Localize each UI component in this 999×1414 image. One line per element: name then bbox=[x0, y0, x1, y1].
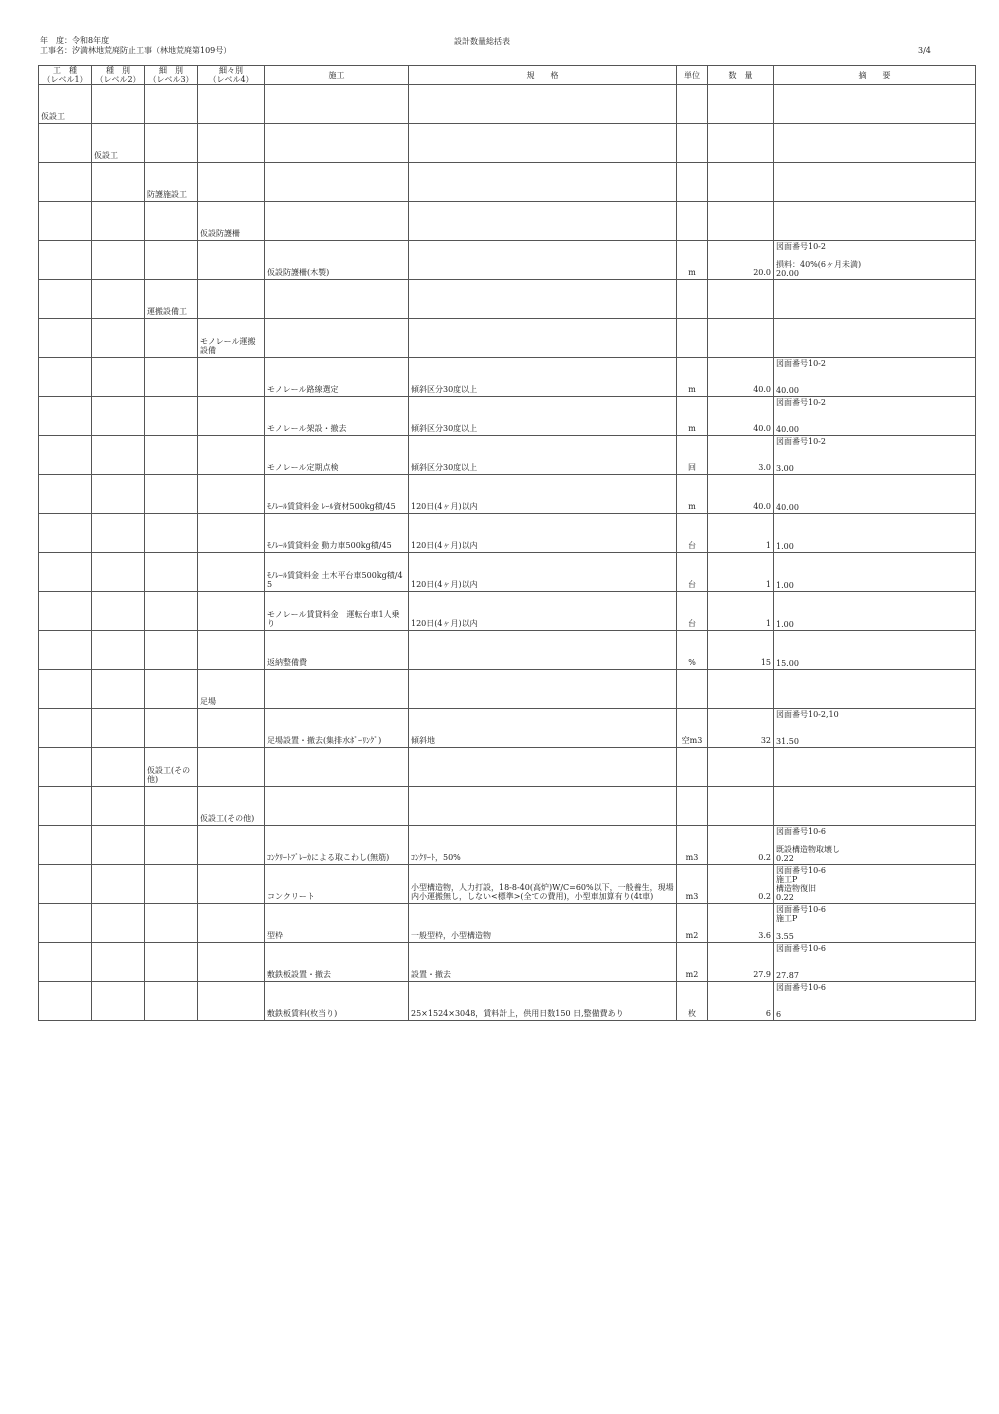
cell-remarks bbox=[774, 124, 976, 163]
cell-level1 bbox=[39, 436, 92, 475]
cell-level3 bbox=[145, 397, 198, 436]
cell-quantity bbox=[708, 124, 774, 163]
cell-level2 bbox=[92, 748, 145, 787]
cell-unit: m bbox=[677, 358, 708, 397]
cell-spec bbox=[409, 241, 677, 280]
table-row bbox=[39, 241, 976, 280]
cell-level1 bbox=[39, 397, 92, 436]
col-header-level1: 工 種 （レベル1） bbox=[39, 66, 92, 85]
cell-spec bbox=[409, 631, 677, 670]
remarks-bottom: 構造物復旧 0.22 bbox=[776, 884, 816, 902]
table-row bbox=[39, 826, 976, 865]
cell-spec bbox=[409, 163, 677, 202]
remarks-bottom: 損料：40%(6ヶ月未満) 20.00 bbox=[776, 260, 862, 278]
cell-level1 bbox=[39, 670, 92, 709]
cell-work: ｺﾝｸﾘｰﾄﾌﾞﾚｰｶによる取こわし(無筋) bbox=[265, 826, 409, 865]
cell-work: コンクリート bbox=[265, 865, 409, 904]
cell-level1 bbox=[39, 475, 92, 514]
cell-remarks bbox=[774, 709, 976, 748]
cell-work bbox=[265, 280, 409, 319]
remarks-top: 図面番号10-2 bbox=[776, 437, 826, 446]
cell-quantity bbox=[708, 319, 774, 358]
cell-level2 bbox=[92, 475, 145, 514]
cell-quantity: 0.2 bbox=[708, 826, 774, 865]
cell-level3 bbox=[145, 553, 198, 592]
table-row bbox=[39, 865, 976, 904]
cell-level3 bbox=[145, 358, 198, 397]
cell-level3 bbox=[145, 787, 198, 826]
cell-level2 bbox=[92, 358, 145, 397]
cell-work: モノレール賃貸料金 運転台車1人乗り bbox=[265, 592, 409, 631]
cell-level3 bbox=[145, 943, 198, 982]
table-row bbox=[39, 319, 976, 358]
page-number: 3/4 bbox=[918, 46, 931, 55]
cell-unit: 枚 bbox=[677, 982, 708, 1021]
cell-level4 bbox=[198, 514, 265, 553]
cell-spec: 120日(4ヶ月)以内 bbox=[409, 592, 677, 631]
cell-level1 bbox=[39, 709, 92, 748]
cell-level2 bbox=[92, 982, 145, 1021]
cell-spec: 傾斜区分30度以上 bbox=[409, 358, 677, 397]
table-row bbox=[39, 982, 976, 1021]
cell-quantity: 27.9 bbox=[708, 943, 774, 982]
cell-level1 bbox=[39, 124, 92, 163]
cell-level4 bbox=[198, 358, 265, 397]
cell-spec: ｺﾝｸﾘｰﾄ，50% bbox=[409, 826, 677, 865]
cell-remarks bbox=[774, 904, 976, 943]
cell-unit bbox=[677, 670, 708, 709]
cell-level1 bbox=[39, 592, 92, 631]
cell-remarks bbox=[774, 358, 976, 397]
cell-level1 bbox=[39, 787, 92, 826]
cell-remarks bbox=[774, 592, 976, 631]
cell-remarks bbox=[774, 319, 976, 358]
cell-spec: 傾斜区分30度以上 bbox=[409, 436, 677, 475]
remarks-top: 図面番号10-2 bbox=[776, 398, 826, 407]
cell-level4 bbox=[198, 85, 265, 124]
cell-level2 bbox=[92, 826, 145, 865]
cell-work: ﾓﾉﾚｰﾙ賃貸料金 土木平台車500kg積/45 bbox=[265, 553, 409, 592]
cell-level4 bbox=[198, 865, 265, 904]
cell-quantity: 0.2 bbox=[708, 865, 774, 904]
cell-level4 bbox=[198, 553, 265, 592]
cell-level1 bbox=[39, 982, 92, 1021]
cell-remarks bbox=[774, 670, 976, 709]
cell-quantity: 1 bbox=[708, 592, 774, 631]
cell-unit: 台 bbox=[677, 553, 708, 592]
cell-level2: 仮設工 bbox=[92, 124, 145, 163]
cell-level3 bbox=[145, 436, 198, 475]
cell-spec bbox=[409, 280, 677, 319]
cell-remarks bbox=[774, 865, 976, 904]
table-row bbox=[39, 202, 976, 241]
cell-quantity bbox=[708, 163, 774, 202]
remarks-top: 図面番号10-6 bbox=[776, 827, 826, 836]
cell-unit: m3 bbox=[677, 865, 708, 904]
cell-level3 bbox=[145, 241, 198, 280]
remarks-bottom: 15.00 bbox=[776, 659, 799, 668]
cell-quantity bbox=[708, 787, 774, 826]
table-row bbox=[39, 85, 976, 124]
remarks-bottom: 1.00 bbox=[776, 581, 794, 590]
cell-level3 bbox=[145, 904, 198, 943]
cell-level4 bbox=[198, 826, 265, 865]
cell-quantity bbox=[708, 748, 774, 787]
col-header-level2: 種 別 （レベル2） bbox=[92, 66, 145, 85]
table-row bbox=[39, 436, 976, 475]
remarks-bottom: 40.00 bbox=[776, 386, 799, 395]
cell-work bbox=[265, 202, 409, 241]
cell-level4 bbox=[198, 436, 265, 475]
cell-level1 bbox=[39, 943, 92, 982]
cell-work: 型枠 bbox=[265, 904, 409, 943]
cell-quantity: 3.0 bbox=[708, 436, 774, 475]
cell-remarks bbox=[774, 397, 976, 436]
remarks-bottom: 40.00 bbox=[776, 503, 799, 512]
remarks-bottom: 1.00 bbox=[776, 620, 794, 629]
cell-level3 bbox=[145, 124, 198, 163]
cell-quantity bbox=[708, 85, 774, 124]
cell-level1 bbox=[39, 358, 92, 397]
cell-spec bbox=[409, 748, 677, 787]
cell-work: モノレール架設・撤去 bbox=[265, 397, 409, 436]
cell-unit bbox=[677, 163, 708, 202]
cell-quantity: 3.6 bbox=[708, 904, 774, 943]
remarks-bottom: 6 bbox=[776, 1010, 782, 1019]
remarks-top: 図面番号10-6 bbox=[776, 944, 826, 953]
cell-level3: 仮設工(その他) bbox=[145, 748, 198, 787]
table-row bbox=[39, 670, 976, 709]
cell-work: 仮設防護柵(木製) bbox=[265, 241, 409, 280]
cell-spec bbox=[409, 787, 677, 826]
cell-unit: m bbox=[677, 397, 708, 436]
cell-spec: 120日(4ヶ月)以内 bbox=[409, 514, 677, 553]
cell-level1 bbox=[39, 865, 92, 904]
cell-unit: m bbox=[677, 241, 708, 280]
cell-level4 bbox=[198, 982, 265, 1021]
cell-level4: 足場 bbox=[198, 670, 265, 709]
cell-level3: 防護施設工 bbox=[145, 163, 198, 202]
cell-work bbox=[265, 748, 409, 787]
cell-level4: 仮設工(その他) bbox=[198, 787, 265, 826]
cell-unit bbox=[677, 787, 708, 826]
remarks-top: 図面番号10-6 施工P bbox=[776, 866, 826, 884]
cell-level4 bbox=[198, 592, 265, 631]
col-header-quantity: 数 量 bbox=[708, 66, 774, 85]
cell-work bbox=[265, 670, 409, 709]
cell-work: 敷鉄板賃料(枚当り) bbox=[265, 982, 409, 1021]
cell-spec: 傾斜地 bbox=[409, 709, 677, 748]
cell-quantity: 1 bbox=[708, 514, 774, 553]
cell-work bbox=[265, 85, 409, 124]
cell-remarks bbox=[774, 787, 976, 826]
col-header-level3: 細 別 （レベル3） bbox=[145, 66, 198, 85]
col-header-level4: 細々別 （レベル4） bbox=[198, 66, 265, 85]
col-header-spec: 規 格 bbox=[409, 66, 677, 85]
cell-unit bbox=[677, 85, 708, 124]
cell-spec bbox=[409, 670, 677, 709]
cell-unit bbox=[677, 748, 708, 787]
cell-unit: % bbox=[677, 631, 708, 670]
cell-spec bbox=[409, 85, 677, 124]
cell-work: 足場設置・撤去(集排水ﾎﾞｰﾘﾝｸﾞ) bbox=[265, 709, 409, 748]
cell-spec: 120日(4ヶ月)以内 bbox=[409, 475, 677, 514]
cell-level2 bbox=[92, 631, 145, 670]
cell-remarks bbox=[774, 475, 976, 514]
table-row bbox=[39, 475, 976, 514]
cell-unit: m3 bbox=[677, 826, 708, 865]
table-header-row bbox=[39, 66, 976, 85]
cell-level1 bbox=[39, 202, 92, 241]
cell-unit: 台 bbox=[677, 592, 708, 631]
cell-remarks bbox=[774, 436, 976, 475]
cell-level1 bbox=[39, 514, 92, 553]
cell-level2 bbox=[92, 943, 145, 982]
remarks-bottom: 31.50 bbox=[776, 737, 799, 746]
cell-spec: 120日(4ヶ月)以内 bbox=[409, 553, 677, 592]
cell-remarks bbox=[774, 748, 976, 787]
cell-quantity: 15 bbox=[708, 631, 774, 670]
table-row bbox=[39, 397, 976, 436]
cell-work bbox=[265, 319, 409, 358]
table-row bbox=[39, 631, 976, 670]
cell-level1 bbox=[39, 163, 92, 202]
cell-spec bbox=[409, 124, 677, 163]
cell-level3 bbox=[145, 85, 198, 124]
cell-level3 bbox=[145, 631, 198, 670]
cell-level3 bbox=[145, 826, 198, 865]
remarks-bottom: 1.00 bbox=[776, 542, 794, 551]
cell-level1 bbox=[39, 319, 92, 358]
cell-level3 bbox=[145, 514, 198, 553]
cell-unit: m2 bbox=[677, 943, 708, 982]
cell-work: 返納整備費 bbox=[265, 631, 409, 670]
cell-level4 bbox=[198, 943, 265, 982]
cell-quantity: 1 bbox=[708, 553, 774, 592]
cell-level2 bbox=[92, 436, 145, 475]
cell-unit: 空m3 bbox=[677, 709, 708, 748]
cell-work bbox=[265, 124, 409, 163]
cell-remarks bbox=[774, 85, 976, 124]
cell-spec: 設置・撤去 bbox=[409, 943, 677, 982]
cell-quantity: 6 bbox=[708, 982, 774, 1021]
cell-level4: 仮設防護柵 bbox=[198, 202, 265, 241]
cell-level2 bbox=[92, 397, 145, 436]
table-row bbox=[39, 943, 976, 982]
cell-level2 bbox=[92, 787, 145, 826]
cell-level2 bbox=[92, 670, 145, 709]
table-row bbox=[39, 592, 976, 631]
cell-level3 bbox=[145, 670, 198, 709]
col-header-remarks: 摘 要 bbox=[774, 66, 976, 85]
remarks-bottom: 27.87 bbox=[776, 971, 799, 980]
remarks-bottom: 3.55 bbox=[776, 932, 794, 941]
remarks-bottom: 既設構造物取壊し 0.22 bbox=[776, 845, 840, 863]
cell-quantity bbox=[708, 202, 774, 241]
cell-level3 bbox=[145, 475, 198, 514]
cell-spec: 25×1524×3048，賃料計上，供用日数150 日,整備費あり bbox=[409, 982, 677, 1021]
cell-level4 bbox=[198, 163, 265, 202]
remarks-bottom: 40.00 bbox=[776, 425, 799, 434]
cell-remarks bbox=[774, 943, 976, 982]
cell-level4 bbox=[198, 631, 265, 670]
cell-unit: m bbox=[677, 475, 708, 514]
cell-work: モノレール定期点検 bbox=[265, 436, 409, 475]
cell-remarks bbox=[774, 982, 976, 1021]
cell-level2 bbox=[92, 163, 145, 202]
cell-remarks bbox=[774, 163, 976, 202]
cell-remarks bbox=[774, 826, 976, 865]
cell-remarks bbox=[774, 553, 976, 592]
cell-work bbox=[265, 787, 409, 826]
cell-remarks bbox=[774, 280, 976, 319]
table-row bbox=[39, 280, 976, 319]
project-name: 工事名：汐満林地荒廃防止工事（林地荒廃第109号） bbox=[40, 46, 232, 55]
cell-quantity: 40.0 bbox=[708, 475, 774, 514]
cell-level3 bbox=[145, 709, 198, 748]
cell-level2 bbox=[92, 709, 145, 748]
remarks-top: 図面番号10-6 bbox=[776, 983, 826, 992]
cell-work: 敷鉄板設置・撤去 bbox=[265, 943, 409, 982]
cell-spec: 小型構造物，人力打設，18-8-40(高炉)W/C=60%以下，一般養生，現場内小運搬無し，しない<標準>(全ての費用)，小型車加算有り(4t車) bbox=[409, 865, 677, 904]
table-row bbox=[39, 514, 976, 553]
table-row bbox=[39, 358, 976, 397]
cell-level3 bbox=[145, 865, 198, 904]
cell-level1 bbox=[39, 826, 92, 865]
cell-level2 bbox=[92, 514, 145, 553]
cell-work: モノレール路線選定 bbox=[265, 358, 409, 397]
remarks-top: 図面番号10-2 bbox=[776, 242, 826, 251]
cell-level3 bbox=[145, 202, 198, 241]
cell-work bbox=[265, 163, 409, 202]
remarks-top: 図面番号10-2 bbox=[776, 359, 826, 368]
table-row bbox=[39, 124, 976, 163]
cell-level2 bbox=[92, 865, 145, 904]
cell-unit bbox=[677, 280, 708, 319]
col-header-work: 施工 bbox=[265, 66, 409, 85]
cell-quantity bbox=[708, 280, 774, 319]
cell-level1 bbox=[39, 553, 92, 592]
cell-level1: 仮設工 bbox=[39, 85, 92, 124]
table-row bbox=[39, 748, 976, 787]
cell-spec bbox=[409, 319, 677, 358]
cell-quantity: 32 bbox=[708, 709, 774, 748]
table-row bbox=[39, 904, 976, 943]
table-row bbox=[39, 787, 976, 826]
cell-level2 bbox=[92, 241, 145, 280]
cell-level3: 運搬設備工 bbox=[145, 280, 198, 319]
cell-level4 bbox=[198, 475, 265, 514]
cell-quantity: 40.0 bbox=[708, 358, 774, 397]
cell-quantity: 40.0 bbox=[708, 397, 774, 436]
cell-level4 bbox=[198, 904, 265, 943]
cell-quantity: 20.0 bbox=[708, 241, 774, 280]
cell-level1 bbox=[39, 748, 92, 787]
cell-level1 bbox=[39, 631, 92, 670]
cell-level3 bbox=[145, 982, 198, 1021]
cell-level2 bbox=[92, 319, 145, 358]
cell-level1 bbox=[39, 904, 92, 943]
cell-remarks bbox=[774, 202, 976, 241]
cell-unit: 回 bbox=[677, 436, 708, 475]
cell-unit bbox=[677, 124, 708, 163]
cell-unit: m2 bbox=[677, 904, 708, 943]
cell-level4 bbox=[198, 709, 265, 748]
cell-remarks bbox=[774, 514, 976, 553]
cell-level4 bbox=[198, 124, 265, 163]
cell-level3 bbox=[145, 319, 198, 358]
table-row bbox=[39, 553, 976, 592]
cell-spec bbox=[409, 202, 677, 241]
cell-level2 bbox=[92, 904, 145, 943]
cell-level4 bbox=[198, 241, 265, 280]
cell-spec: 傾斜区分30度以上 bbox=[409, 397, 677, 436]
cell-level2 bbox=[92, 592, 145, 631]
cell-work: ﾓﾉﾚｰﾙ賃貸料金 ﾚｰﾙ資材500kg積/45 bbox=[265, 475, 409, 514]
cell-quantity bbox=[708, 670, 774, 709]
remarks-top: 図面番号10-2,10 bbox=[776, 710, 839, 719]
cell-work: ﾓﾉﾚｰﾙ賃貸料金 動力車500kg積/45 bbox=[265, 514, 409, 553]
quantity-summary-table bbox=[38, 65, 976, 1021]
document-title: 設計数量総括表 bbox=[454, 37, 510, 46]
cell-level2 bbox=[92, 553, 145, 592]
cell-level4 bbox=[198, 748, 265, 787]
cell-level1 bbox=[39, 241, 92, 280]
remarks-bottom: 3.00 bbox=[776, 464, 794, 473]
cell-remarks bbox=[774, 241, 976, 280]
col-header-unit: 単位 bbox=[677, 66, 708, 85]
cell-unit bbox=[677, 202, 708, 241]
cell-level2 bbox=[92, 202, 145, 241]
table-row bbox=[39, 709, 976, 748]
cell-level4: モノレール運搬設備 bbox=[198, 319, 265, 358]
cell-level4 bbox=[198, 397, 265, 436]
cell-unit: 台 bbox=[677, 514, 708, 553]
cell-level4 bbox=[198, 280, 265, 319]
year-line: 年 度：令和8年度 bbox=[40, 36, 110, 45]
cell-spec: 一般型枠，小型構造物 bbox=[409, 904, 677, 943]
cell-level1 bbox=[39, 280, 92, 319]
cell-level2 bbox=[92, 85, 145, 124]
table-row bbox=[39, 163, 976, 202]
remarks-top: 図面番号10-6 施工P bbox=[776, 905, 826, 923]
cell-level2 bbox=[92, 280, 145, 319]
cell-level3 bbox=[145, 592, 198, 631]
cell-remarks bbox=[774, 631, 976, 670]
cell-unit bbox=[677, 319, 708, 358]
